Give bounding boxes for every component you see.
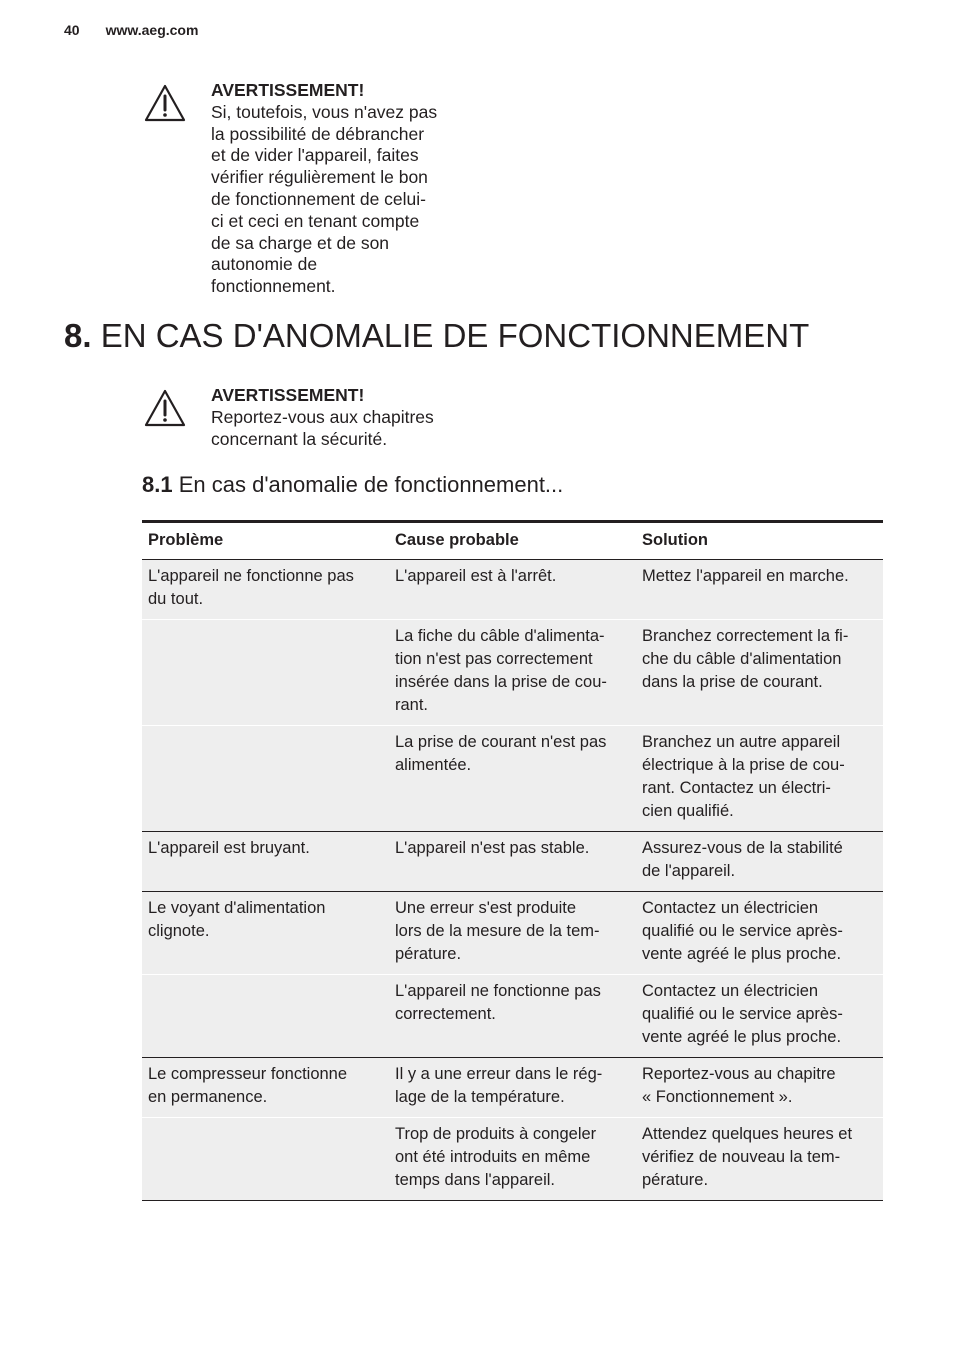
table-row	[142, 1058, 883, 1118]
cell-line: tion n'est pas correctement	[395, 650, 593, 668]
cell-line: vente agréé le plus proche.	[642, 945, 842, 963]
cell-cause	[389, 1058, 636, 1118]
page-number: 40	[64, 22, 80, 38]
cell-line: Reportez-vous au chapitre	[642, 1065, 836, 1083]
cell-line: qualifié ou le service après-	[642, 922, 843, 940]
cell-solution	[636, 560, 883, 620]
cell-line: correctement.	[395, 1005, 496, 1023]
cell-line: L'appareil ne fonctionne pas	[148, 567, 354, 585]
cell-line: L'appareil n'est pas stable.	[395, 839, 590, 857]
subsection-heading	[142, 470, 563, 500]
cell-cause	[389, 620, 636, 726]
subsection-number: 8.1	[142, 472, 173, 497]
warning-line: autonomie de	[211, 254, 318, 275]
cell-problem	[142, 832, 389, 892]
warning-line: ci et ceci en tenant compte	[211, 210, 420, 231]
warning-triangle-icon	[144, 84, 186, 122]
cell-solution	[636, 726, 883, 832]
cell-problem	[142, 892, 389, 975]
cell-line: qualifié ou le service après-	[642, 1005, 843, 1023]
cell-solution	[636, 620, 883, 726]
cell-line: lage de la température.	[395, 1088, 565, 1106]
cell-problem	[142, 1058, 389, 1118]
cell-line: cien qualifié.	[642, 802, 734, 820]
cell-cause	[389, 1118, 636, 1201]
cell-line: che du câble d'alimentation	[642, 650, 842, 668]
warning-line: concernant la sécurité.	[211, 428, 388, 449]
cell-line: Branchez un autre appareil	[642, 733, 841, 751]
cell-line: Le compresseur fonctionne	[148, 1065, 348, 1083]
cell-cause	[389, 975, 636, 1058]
cell-line: Une erreur s'est produite	[395, 899, 577, 917]
cell-solution	[636, 832, 883, 892]
cell-line: Branchez correctement la fi-	[642, 627, 849, 645]
cell-problem	[142, 726, 389, 832]
cell-problem	[142, 1118, 389, 1201]
cell-line: alimentée.	[395, 756, 472, 774]
cell-cause	[389, 560, 636, 620]
cell-line: Contactez un électricien	[642, 982, 819, 1000]
subsection-title: En cas d'anomalie de fonctionnement...	[178, 472, 564, 497]
warning-triangle-icon	[144, 389, 186, 427]
header-cause: Cause probable	[389, 522, 636, 560]
table-row	[142, 832, 883, 892]
cell-line: vérifiez de nouveau la tem-	[642, 1148, 841, 1166]
warning-line: vérifier régulièrement le bon	[211, 167, 428, 188]
table-row	[142, 726, 883, 832]
cell-line: pérature.	[642, 1171, 709, 1189]
cell-line: « Fonctionnement ».	[642, 1088, 793, 1106]
table-header-row	[142, 522, 883, 560]
warning-title: AVERTISSEMENT!	[211, 80, 365, 100]
cell-line: Mettez l'appareil en marche.	[642, 567, 849, 585]
cell-line: du tout.	[148, 590, 204, 608]
cell-line: temps dans l'appareil.	[395, 1171, 555, 1189]
section-title: EN CAS D'ANOMALIE DE FONCTIONNEMENT	[100, 317, 810, 354]
header-problem: Problème	[142, 522, 389, 560]
warning-line: Si, toutefois, vous n'avez pas	[211, 101, 438, 122]
cell-solution	[636, 892, 883, 975]
warning-line: de sa charge et de son	[211, 232, 390, 253]
cell-cause	[389, 892, 636, 975]
cell-line: ont été introduits en même	[395, 1148, 591, 1166]
cell-line: électrique à la prise de cou-	[642, 756, 845, 774]
cell-line: La prise de courant n'est pas	[395, 733, 607, 751]
table-row	[142, 892, 883, 975]
troubleshooting-table	[142, 520, 883, 1201]
header-solution: Solution	[636, 522, 883, 560]
cell-line: en permanence.	[148, 1088, 268, 1106]
cell-line: rant.	[395, 696, 429, 714]
table-row	[142, 975, 883, 1058]
cell-line: pérature.	[395, 945, 462, 963]
cell-line: dans la prise de courant.	[642, 673, 823, 691]
cell-solution	[636, 1058, 883, 1118]
warning-title: AVERTISSEMENT!	[211, 385, 365, 405]
warning-line: la possibilité de débrancher	[211, 123, 425, 144]
section-heading	[64, 314, 809, 358]
table-row	[142, 620, 883, 726]
cell-line: Attendez quelques heures et	[642, 1125, 853, 1143]
cell-line: vente agréé le plus proche.	[642, 1028, 842, 1046]
cell-line: lors de la mesure de la tem-	[395, 922, 600, 940]
cell-line: clignote.	[148, 922, 210, 940]
cell-line: de l'appareil.	[642, 862, 736, 880]
cell-line: L'appareil est bruyant.	[148, 839, 310, 857]
cell-solution	[636, 975, 883, 1058]
page-header	[64, 22, 198, 38]
cell-cause	[389, 832, 636, 892]
cell-line: Contactez un électricien	[642, 899, 819, 917]
cell-solution	[636, 1118, 883, 1201]
warning-line: Reportez-vous aux chapitres	[211, 406, 434, 427]
cell-problem	[142, 560, 389, 620]
warning-line: fonctionnement.	[211, 276, 336, 297]
cell-line: Le voyant d'alimentation	[148, 899, 326, 917]
warning-line: et de vider l'appareil, faites	[211, 145, 419, 166]
cell-line: L'appareil ne fonctionne pas	[395, 982, 601, 1000]
cell-line: La fiche du câble d'alimenta-	[395, 627, 605, 645]
cell-line: insérée dans la prise de cou-	[395, 673, 607, 691]
warning-line: de fonctionnement de celui-	[211, 188, 426, 209]
cell-line: Il y a une erreur dans le rég-	[395, 1065, 603, 1083]
cell-cause	[389, 726, 636, 832]
cell-line: rant. Contactez un électri-	[642, 779, 831, 797]
cell-problem	[142, 620, 389, 726]
section-number: 8.	[64, 317, 92, 354]
cell-line: L'appareil est à l'arrêt.	[395, 567, 557, 585]
cell-line: Trop de produits à congeler	[395, 1125, 597, 1143]
cell-line: Assurez-vous de la stabilité	[642, 839, 843, 857]
table-row	[142, 560, 883, 620]
website-url: www.aeg.com	[105, 22, 199, 38]
cell-problem	[142, 975, 389, 1058]
table-row	[142, 1118, 883, 1201]
